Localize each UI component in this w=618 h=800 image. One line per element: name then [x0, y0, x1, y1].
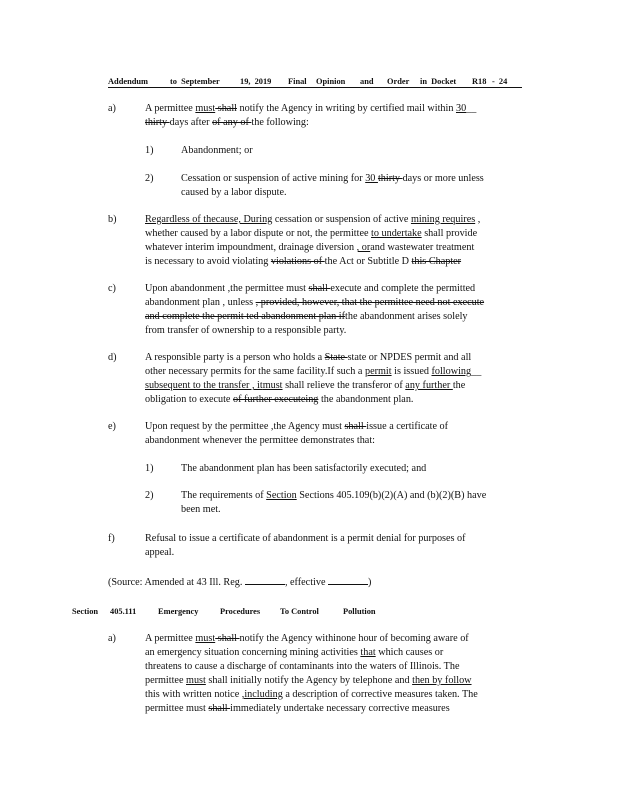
para-c-line-4: from transfer of ownership to a responsible party. [145, 325, 347, 336]
para-b-line-2: whether caused by a labor dispute or not, the permittee to undertake shall provide [145, 228, 478, 239]
para-e-line-1: Upon request by the permittee ,the Agency must shall issue a certificate of [145, 421, 449, 432]
header-addendum: Addendum [108, 77, 149, 86]
heading-procedures: Procedures [220, 607, 261, 616]
para-d-line-3: subsequent to the transfer , itmust shall relieve the transferor of any further the [145, 380, 466, 391]
para-e-line-2: abandonment whenever the permittee demonstrates that: [145, 435, 375, 446]
para-a-item-2-line-1: Cessation or suspension of active mining for 30 thirty days or more unless [181, 173, 484, 184]
label-111-a: a) [108, 633, 116, 644]
para-e-item-1: The abandonment plan has been satisfactorily executed; and [181, 463, 427, 474]
para-c-line-3: and complete the permit ted abandonment plan ifthe abandonment arises solely [145, 311, 468, 322]
header-rule [108, 87, 522, 88]
para-111a-line-6: permittee must shall immediately undertake necessary corrective measures [145, 703, 450, 714]
label-d: d) [108, 352, 117, 363]
label-a: a) [108, 103, 116, 114]
heading-to-control: To Control [280, 607, 319, 616]
para-a-item-1: Abandonment; or [181, 145, 253, 156]
para-f-line-2: appeal. [145, 547, 175, 558]
para-111a-line-2: an emergency situation concerning mining activities that which causes or [145, 647, 444, 658]
label-c: c) [108, 283, 116, 294]
para-e-item-2-line-2: been met. [181, 504, 221, 515]
para-111a-line-5: this with written notice ,including a description of corrective measures taken. The [145, 689, 478, 700]
label-b: b) [108, 214, 117, 225]
header-24: - 24 [492, 77, 508, 86]
label-e-2: 2) [145, 490, 154, 501]
header-r18: R18 [472, 77, 487, 86]
label-e-1: 1) [145, 463, 154, 474]
para-e-item-2-line-1: The requirements of Section Sections 405.109(b)(2)(A) and (b)(2)(B) have [181, 490, 487, 501]
label-a-1: 1) [145, 145, 154, 156]
para-a-line-1: A permittee must shall notify the Agency in writing by certified mail within 30__ [145, 103, 477, 114]
para-111a-line-1: A permittee must shall notify the Agency withinone hour of becoming aware of [145, 633, 469, 644]
header-and: and [360, 77, 374, 86]
para-d-line-2: other necessary permits for the same facility.If such a permit is issued following__ [145, 366, 482, 377]
para-d-line-1: A responsible party is a person who holds a State state or NPDES permit and all [145, 352, 472, 363]
para-b-line-4: is necessary to avoid violating violations of the Act or Subtitle D this Chapter [145, 256, 462, 267]
para-c-line-1: Upon abandonment ,the permittee must shall execute and complete the permitted [145, 283, 476, 294]
label-f: f) [108, 533, 115, 544]
label-e: e) [108, 421, 116, 432]
para-111a-line-3: threatens to cause a discharge of contaminants into the waters of Illinois. The [145, 661, 460, 672]
header-in-docket: in Docket [420, 77, 457, 86]
para-111a-line-4: permittee must shall initially notify the Agency by telephone and then by follow [145, 675, 472, 686]
heading-number: 405.111 [110, 607, 137, 616]
para-c-line-2: abandonment plan , unless , provided, however, that the permittee need not execute [145, 297, 485, 308]
heading-section: Section [72, 607, 99, 616]
header-date: 19, 2019 [240, 77, 272, 86]
header-to-september: to September [170, 77, 220, 86]
heading-pollution: Pollution [343, 607, 376, 616]
source-effective-blank [328, 575, 368, 585]
para-b-line-3: whatever interim impoundment, drainage diversion , orand wastewater treatment [145, 242, 475, 253]
para-a-line-2: thirty days after of any of the following: [145, 117, 309, 128]
header-order: Order [387, 77, 410, 86]
label-a-2: 2) [145, 173, 154, 184]
header-final: Final [288, 77, 307, 86]
header-opinion: Opinion [316, 77, 346, 86]
source-note: (Source: Amended at 43 Ill. Reg. , effective ) [108, 577, 372, 588]
para-d-line-4: obligation to execute of further executeing the abandonment plan. [145, 394, 414, 405]
para-a-item-2-line-2: caused by a labor dispute. [181, 187, 287, 198]
source-reg-blank [245, 575, 285, 585]
heading-emergency: Emergency [158, 607, 199, 616]
para-b-line-1: Regardless of thecause, During cessation or suspension of active mining requires , [145, 214, 481, 225]
para-f-line-1: Refusal to issue a certificate of abandonment is a permit denial for purposes of [145, 533, 466, 544]
